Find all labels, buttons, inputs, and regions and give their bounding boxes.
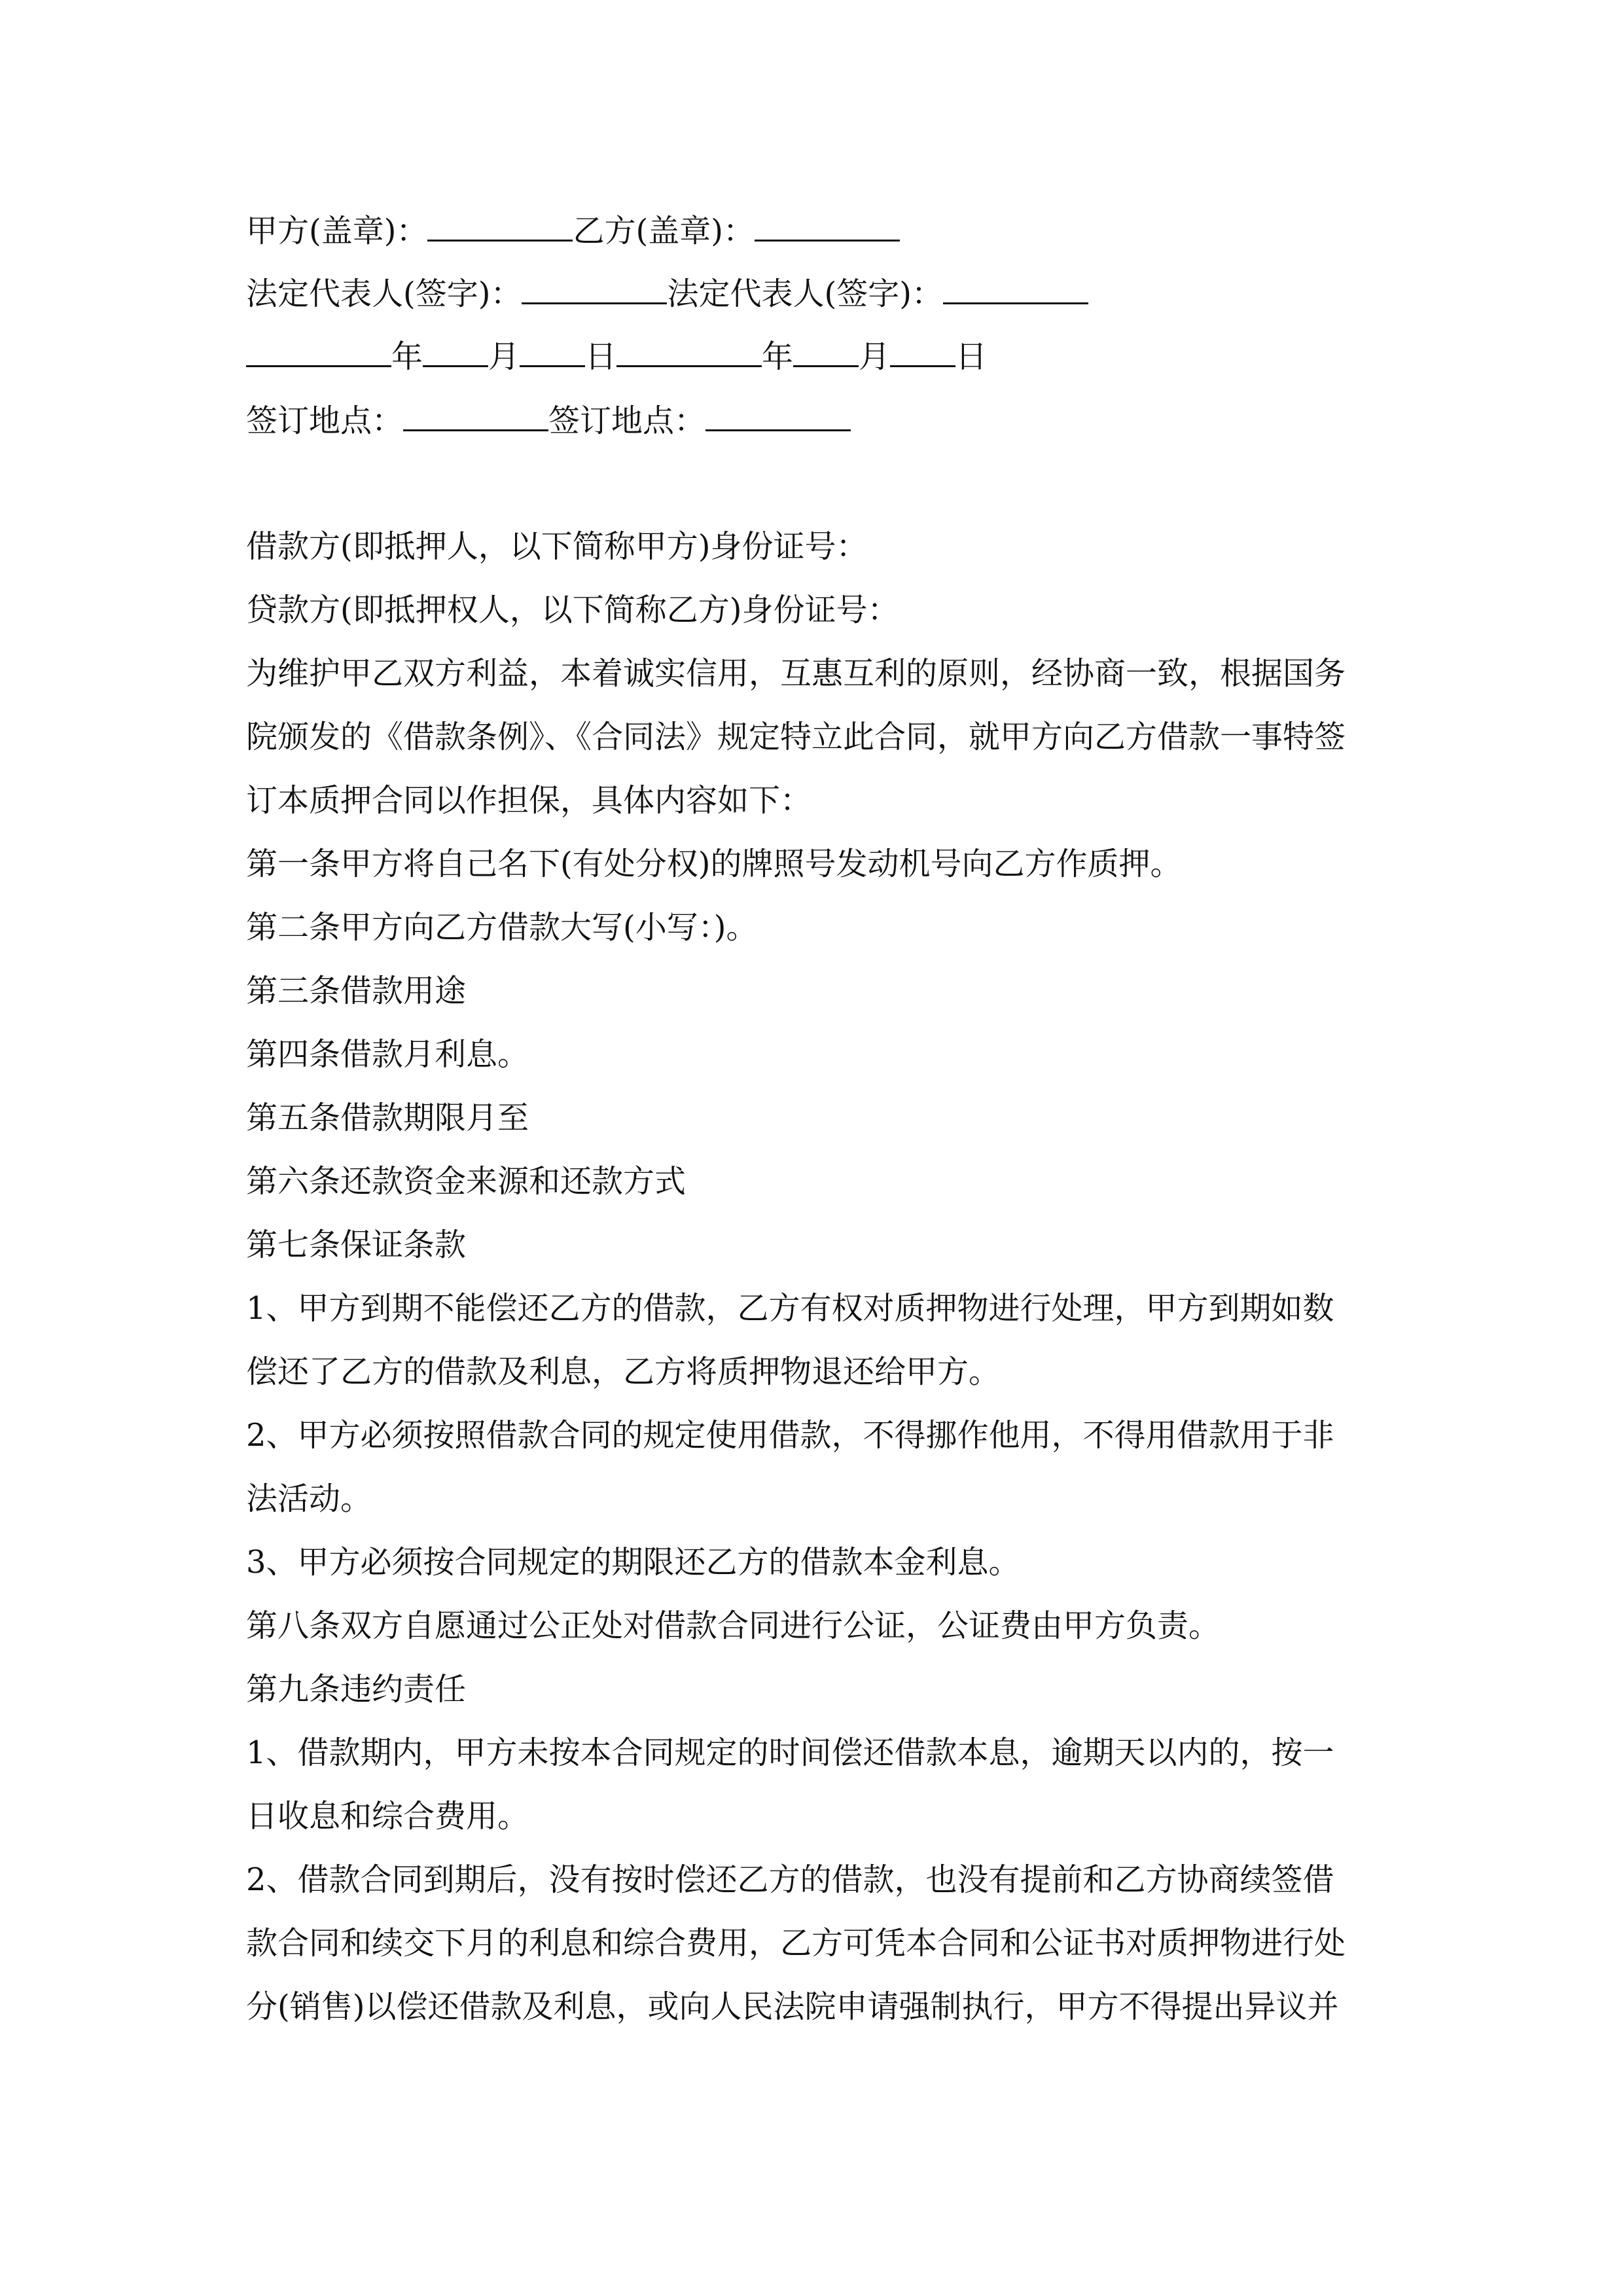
body-line: 第六条还款资金来源和还款方式 [246,1163,687,1200]
signing-place-row [246,401,851,440]
body-line: 偿还了乙方的借款及利息，乙方将质押物退还给甲方。 [246,1354,1001,1390]
body-line: 第五条借款期限月至 [246,1100,529,1136]
body-line: 款合同和续交下月的利息和综合费用，乙方可凭本合同和公证书对质押物进行处 [246,1925,1346,1962]
body-line: 1、借款期内，甲方未按本合同规定的时间偿还借款本息，逾期天以内的，按一 [246,1734,1334,1771]
body-line: 法活动。 [246,1480,372,1517]
month-a-blank [423,336,488,367]
body-line: 贷款方(即抵押权人，以下简称乙方)身份证号： [246,592,899,628]
body-line: 分(销售)以偿还借款及利息，或向人民法院申请强制执行，甲方不得提出异议并 [246,1988,1339,2025]
body-line: 3、甲方必须按合同规定的期限还乙方的借款本金利息。 [246,1544,1020,1581]
place-b-label: 签订地点： [548,403,706,439]
day-b-blank [890,336,955,367]
body-line: 第一条甲方将自己名下(有处分权)的牌照号发动机号向乙方作质押。 [246,846,1182,882]
body-line: 为维护甲乙双方利益，本着诚实信用，互惠互利的原则，经协商一致，根据国务 [246,655,1346,692]
day-a-label: 日 [585,338,617,375]
party-a-seal-blank [427,211,573,242]
legal-rep-b-blank [943,274,1088,304]
body-line: 1、甲方到期不能偿还乙方的借款，乙方有权对质押物进行处理，甲方到期如数 [246,1290,1334,1327]
party-a-seal-label: 甲方(盖章)： [246,213,428,249]
party-b-seal-label: 乙方(盖章)： [573,213,755,249]
year-b-blank [616,336,762,367]
body-line: 2、甲方必须按照借款合同的规定使用借款，不得挪作他用，不得用借款用于非 [246,1417,1334,1454]
body-line: 第八条双方自愿通过公正处对借款合同进行公证，公证费由甲方负责。 [246,1607,1221,1644]
body-line: 第九条违约责任 [246,1671,467,1708]
year-a-label: 年 [391,338,423,375]
party-seal-row [246,211,900,250]
date-row [246,336,987,376]
body-line: 借款方(即抵押人，以下简称甲方)身份证号： [246,528,868,565]
legal-rep-b-label: 法定代表人(签字)： [667,276,943,312]
body-line: 第四条借款月利息。 [246,1036,529,1073]
body-line: 日收息和综合费用。 [246,1798,529,1835]
legal-rep-a-blank [522,274,667,304]
body-line: 第三条借款用途 [246,973,467,1009]
place-a-blank [403,401,548,431]
day-a-blank [520,336,585,367]
body-line: 第二条甲方向乙方借款大写(小写：)。 [246,909,758,946]
year-a-blank [246,336,391,367]
party-b-seal-blank [755,211,900,242]
month-a-label: 月 [488,338,520,375]
legal-rep-a-label: 法定代表人(签字)： [246,276,522,312]
month-b-label: 月 [859,338,891,375]
month-b-blank [793,336,859,367]
body-line: 2、借款合同到期后，没有按时偿还乙方的借款，也没有提前和乙方协商续签借 [246,1861,1334,1898]
place-a-label: 签订地点： [246,403,404,439]
place-b-blank [705,401,851,431]
body-line: 第七条保证条款 [246,1227,467,1263]
body-line: 院颁发的《借款条例》、《合同法》规定特立此合同，就甲方向乙方借款一事特签 [246,719,1346,755]
legal-rep-row [246,274,1088,313]
year-b-label: 年 [762,338,794,375]
body-line: 订本质押合同以作担保，具体内容如下： [246,782,812,819]
day-b-label: 日 [955,338,988,375]
